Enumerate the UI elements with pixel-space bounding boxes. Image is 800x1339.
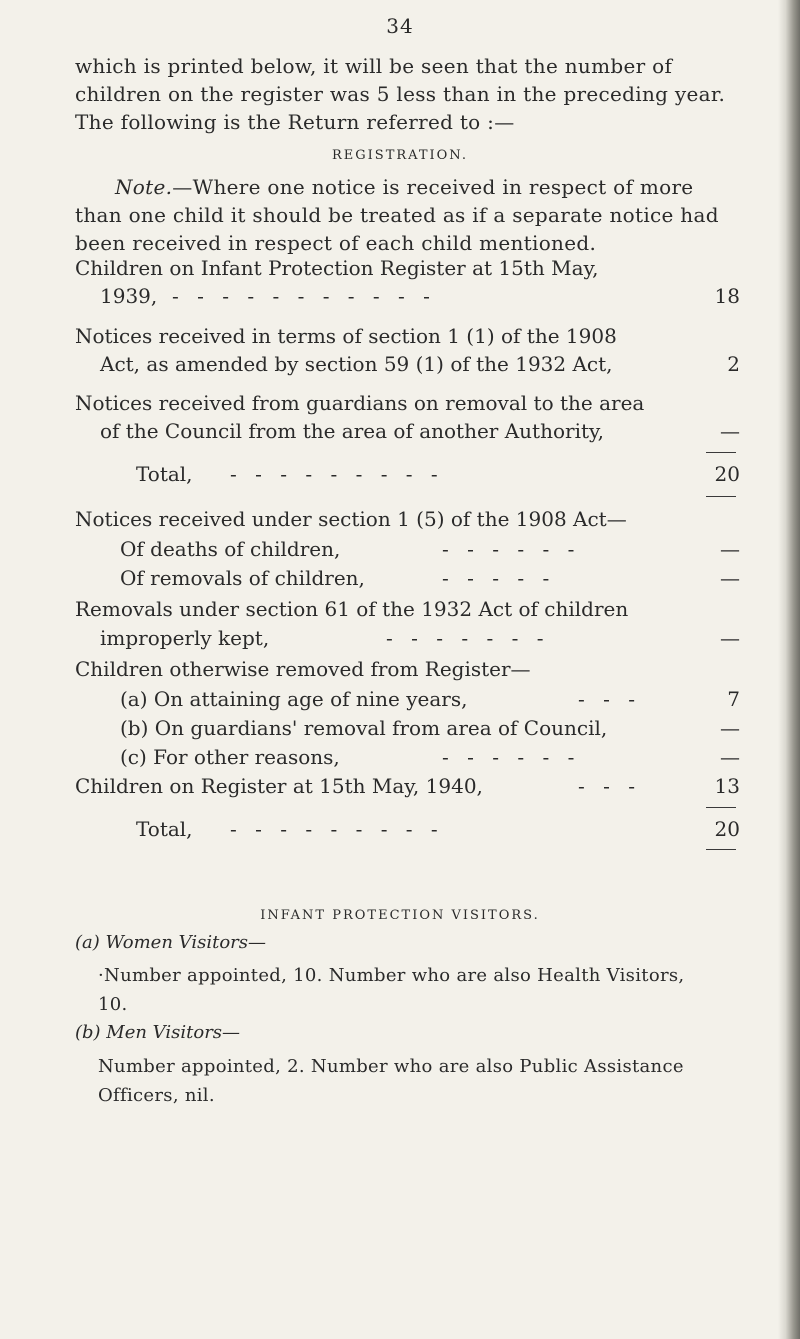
row-text: Notices received in terms of section 1 (1) of the 1908 (75, 324, 617, 348)
row-text: (b) On guardians' removal from area of Council, (120, 716, 608, 740)
total-label: Total, (136, 462, 193, 486)
row-removals-61-cont (0, 626, 800, 654)
row-notices-section1 (0, 324, 800, 352)
row-value: 18 (714, 284, 740, 308)
total-value: 20 (714, 817, 740, 841)
row-text: Children on Register at 15th May, 1940, (75, 774, 483, 798)
row-total-1 (0, 462, 800, 490)
total-label: Total, (136, 817, 193, 841)
registration-heading: REGISTRATION. (332, 148, 468, 163)
row-value: 2 (727, 352, 740, 376)
women-label-text: (a) Women Visitors— (75, 932, 266, 953)
leader-dots: - - - (578, 687, 641, 711)
row-notices-guardians (0, 391, 800, 419)
row-deaths (0, 537, 800, 565)
leader-dots: - - - - - - - - - (230, 817, 444, 841)
note-text: —Where one notice is received in respect of more than one child it should be treated as if a separate notice had been received in respect of each child mentioned. (75, 175, 719, 255)
leader-dots: - - - (578, 774, 641, 798)
row-value: — (720, 626, 740, 650)
row-value: 7 (727, 687, 740, 711)
row-register-1939-cont (0, 284, 800, 312)
row-register-1940 (0, 774, 800, 802)
row-value: 13 (714, 774, 740, 798)
row-total-2 (0, 817, 800, 845)
row-notices-section1-cont (0, 352, 800, 380)
row-text: Of removals of children, (120, 566, 365, 590)
total-rule (706, 496, 736, 497)
row-item-c (0, 745, 800, 773)
row-text: Notices received under section 1 (5) of the 1908 Act— (75, 507, 627, 531)
leader-dots: - - - - - - - - - - - (172, 284, 436, 308)
leader-dots: - - - - - (442, 566, 556, 590)
row-text: Of deaths of children, (120, 537, 341, 561)
row-text: of the Council from the area of another Authority, (100, 419, 605, 443)
row-item-b (0, 716, 800, 744)
row-section-intro (0, 507, 800, 535)
leader-dots: - - - - - - (442, 537, 581, 561)
row-value: — (720, 716, 740, 740)
men-visitors-text: Number appointed, 2. Number who are also Public Assistance Officers, nil. (98, 1056, 684, 1106)
row-text: (c) For other reasons, (120, 745, 340, 769)
row-text: Notices received from guardians on removal to the area (75, 391, 645, 415)
note-label: Note. (115, 175, 173, 199)
row-value: — (720, 537, 740, 561)
total-value: 20 (714, 462, 740, 486)
men-label-text: (b) Men Visitors— (75, 1022, 241, 1043)
row-value: — (720, 745, 740, 769)
row-register-1939 (0, 256, 800, 284)
row-value: — (720, 566, 740, 590)
row-text: Act, as amended by section 59 (1) of the 1932 Act, (100, 352, 613, 376)
page-number: 34 (386, 14, 414, 38)
row-text: Children otherwise removed from Register— (75, 657, 531, 681)
men-visitors-label (0, 1022, 800, 1050)
women-visitors-label (0, 932, 800, 960)
row-text: 1939, (100, 284, 158, 308)
leader-dots: - - - - - - - (386, 626, 550, 650)
row-text: Children on Infant Protection Register at 15th May, (75, 256, 599, 280)
visitors-heading: INFANT PROTECTION VISITORS. (260, 908, 540, 923)
row-value: — (720, 419, 740, 443)
row-text: Removals under section 61 of the 1932 Act of children (75, 597, 629, 621)
leader-dots: - - - - - - (442, 745, 581, 769)
row-otherwise-intro (0, 657, 800, 685)
note-paragraph (75, 173, 745, 257)
total-rule (706, 452, 736, 453)
row-item-a (0, 687, 800, 715)
women-visitors-text: ·Number appointed, 10. Number who are also Health Visitors, 10. (98, 965, 685, 1015)
intro-paragraph: which is printed below, it will be seen that the number of children on the register was 5 less than in the preceding year. The following is the Return referred to :— (75, 54, 726, 134)
row-text: (a) On attaining age of nine years, (120, 687, 468, 711)
row-removals (0, 566, 800, 594)
row-text: improperly kept, (100, 626, 270, 650)
total-rule (706, 807, 736, 808)
total-rule (706, 849, 736, 850)
row-notices-guardians-cont (0, 419, 800, 447)
leader-dots: - - - - - - - - - (230, 462, 444, 486)
row-removals-61 (0, 597, 800, 625)
